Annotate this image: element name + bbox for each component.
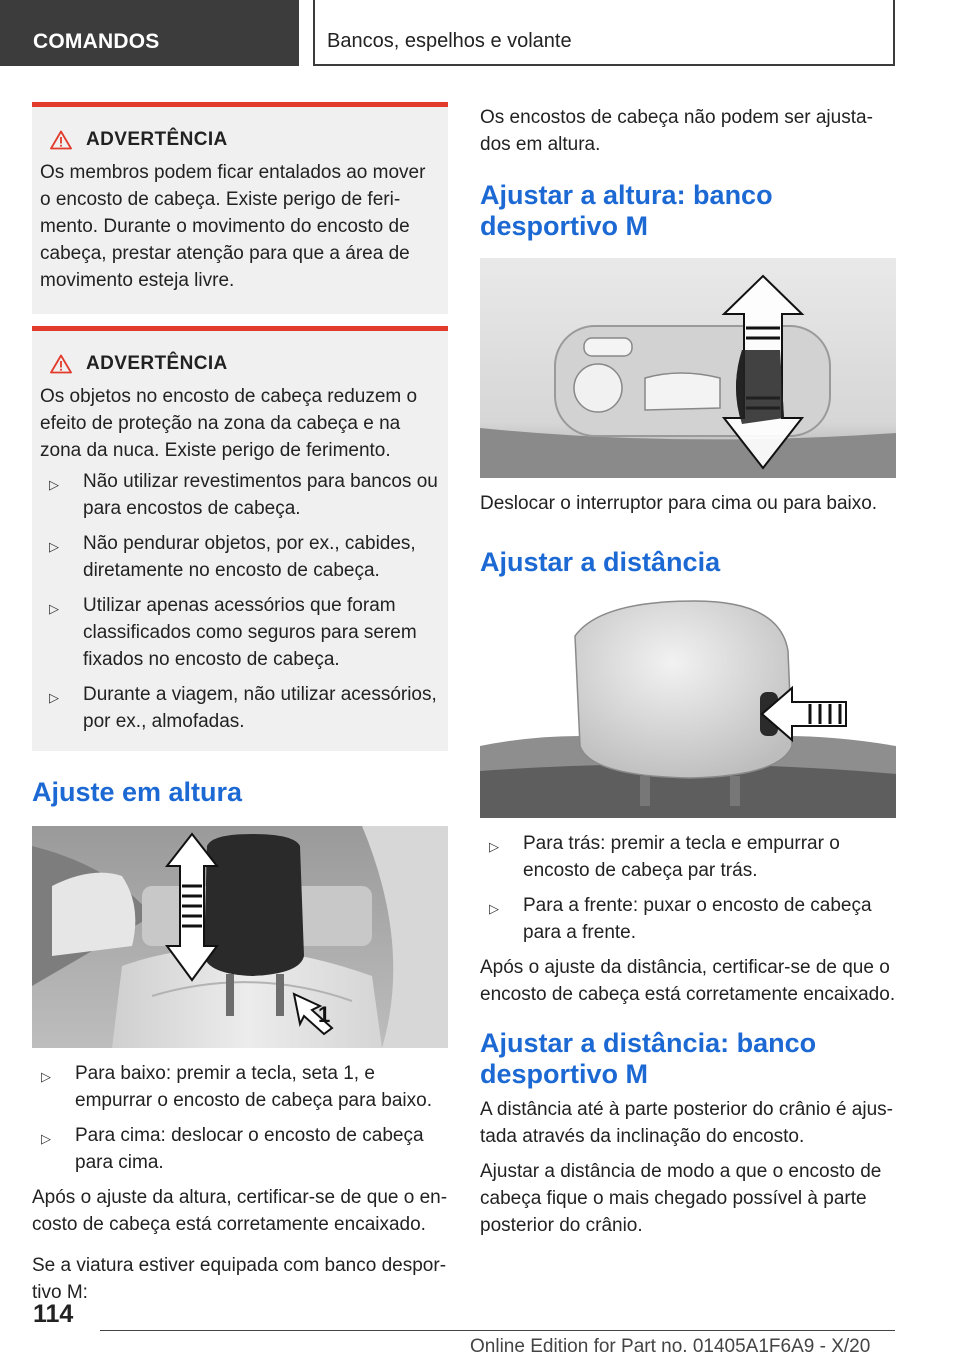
headrest-height-figure xyxy=(32,826,448,1048)
list-item: ▷ Não pendurar objetos, por ex., cabides, diretamente no encosto de cabeça. xyxy=(49,533,416,581)
heading-height-adjust: Ajuste em altura xyxy=(32,777,243,807)
left-column xyxy=(32,102,448,1306)
triangle-bullet-icon: ▷ xyxy=(41,1069,51,1084)
list-item: ▷ Para trás: premir a tecla e empurrar o encosto de cabeça par trás. xyxy=(489,833,840,881)
list-item: ▷ Utilizar apenas acessórios que foram classificados como seguros para serem fixados no encosto de cabeça. xyxy=(49,595,417,670)
height-steps-list xyxy=(32,1060,448,1176)
seat-switch-illustration xyxy=(480,258,896,478)
list-item: ▷ Não utilizar revestimentos para bancos ou para encostos de cabeça. xyxy=(49,471,438,519)
sport-distance-text-1: A distância até à parte posterior do crânio é ajustada através da inclinação do encosto. xyxy=(480,1099,893,1147)
switch-instruction: Deslocar o interruptor para cima ou para baixo. xyxy=(480,493,878,514)
footer-divider xyxy=(100,1330,895,1331)
triangle-bullet-icon: ▷ xyxy=(489,901,499,916)
warning-text: Os membros podem ficar entalados ao mover o encosto de cabeça. Existe perigo de ferimento. Durante o movimento do encosto de cabeça, prestar atenção para que a área de movimento esteja livre. xyxy=(40,162,426,291)
distance-after-note: Após o ajuste da distância, certificar-se de que o encosto de cabeça está corretamente encaixado. xyxy=(480,957,896,1005)
headrest-height-illustration xyxy=(32,826,448,1048)
sport-distance-text-2: Ajustar a distância de modo a que o encosto de cabeça fique o mais chegado possível à parte posterior do crânio. xyxy=(480,1161,882,1236)
warning-box-1 xyxy=(32,102,448,314)
chapter-title: Bancos, espelhos e volante xyxy=(313,0,895,66)
headrest-distance-illustration xyxy=(480,596,896,818)
height-after-note: Após o ajuste da altura, certificar-se de que o encosto de cabeça está corretamente encaixado. xyxy=(32,1187,448,1235)
warning-list xyxy=(40,468,440,735)
triangle-bullet-icon: ▷ xyxy=(41,1131,51,1146)
page-number: 114 xyxy=(33,1300,74,1328)
section-tab: COMANDOS xyxy=(0,0,299,66)
distance-steps-list xyxy=(480,830,896,946)
list-item: ▷ Para baixo: premir a tecla, seta 1, e empurrar o encosto de cabeça para baixo. xyxy=(41,1063,432,1111)
triangle-bullet-icon: ▷ xyxy=(49,477,59,492)
warning-triangle-icon xyxy=(50,130,72,150)
heading-sport-height: Ajustar a altura: banco desportivo M xyxy=(480,180,773,241)
heading-distance: Ajustar a distância xyxy=(480,547,721,577)
list-item: ▷ Para cima: deslocar o encosto de cabeça para cima. xyxy=(41,1125,424,1173)
warning-title: ADVERTÊNCIA xyxy=(86,129,228,150)
triangle-bullet-icon: ▷ xyxy=(49,690,59,705)
edition-text: Online Edition for Part no. 01405A1F6A9 - X/20 xyxy=(470,1336,871,1357)
warning-text: Os objetos no encosto de cabeça reduzem o efeito de proteção na zona da cabeça e na zona da nuca. Existe perigo de ferimento. xyxy=(40,386,418,461)
warning-box-2 xyxy=(32,326,448,751)
headrest-distance-figure xyxy=(480,596,896,818)
sport-seat-note: Se a viatura estiver equipada com banco desportivo M: xyxy=(32,1255,447,1303)
callout-number: 1 xyxy=(318,1002,331,1027)
warning-triangle-icon xyxy=(50,354,72,374)
seat-switch-figure xyxy=(480,258,896,478)
warning-title: ADVERTÊNCIA xyxy=(86,353,228,374)
triangle-bullet-icon: ▷ xyxy=(49,539,59,554)
intro-text: Os encostos de cabeça não podem ser ajustados em altura. xyxy=(480,107,873,155)
heading-sport-distance: Ajustar a distância: banco desportivo M xyxy=(480,1028,817,1089)
triangle-bullet-icon: ▷ xyxy=(49,601,59,616)
list-item: ▷ Para a frente: puxar o encosto de cabeça para a frente. xyxy=(489,895,872,943)
right-column xyxy=(480,102,896,1239)
triangle-bullet-icon: ▷ xyxy=(489,839,499,854)
list-item: ▷ Durante a viagem, não utilizar acessórios, por ex., almofadas. xyxy=(49,684,437,732)
